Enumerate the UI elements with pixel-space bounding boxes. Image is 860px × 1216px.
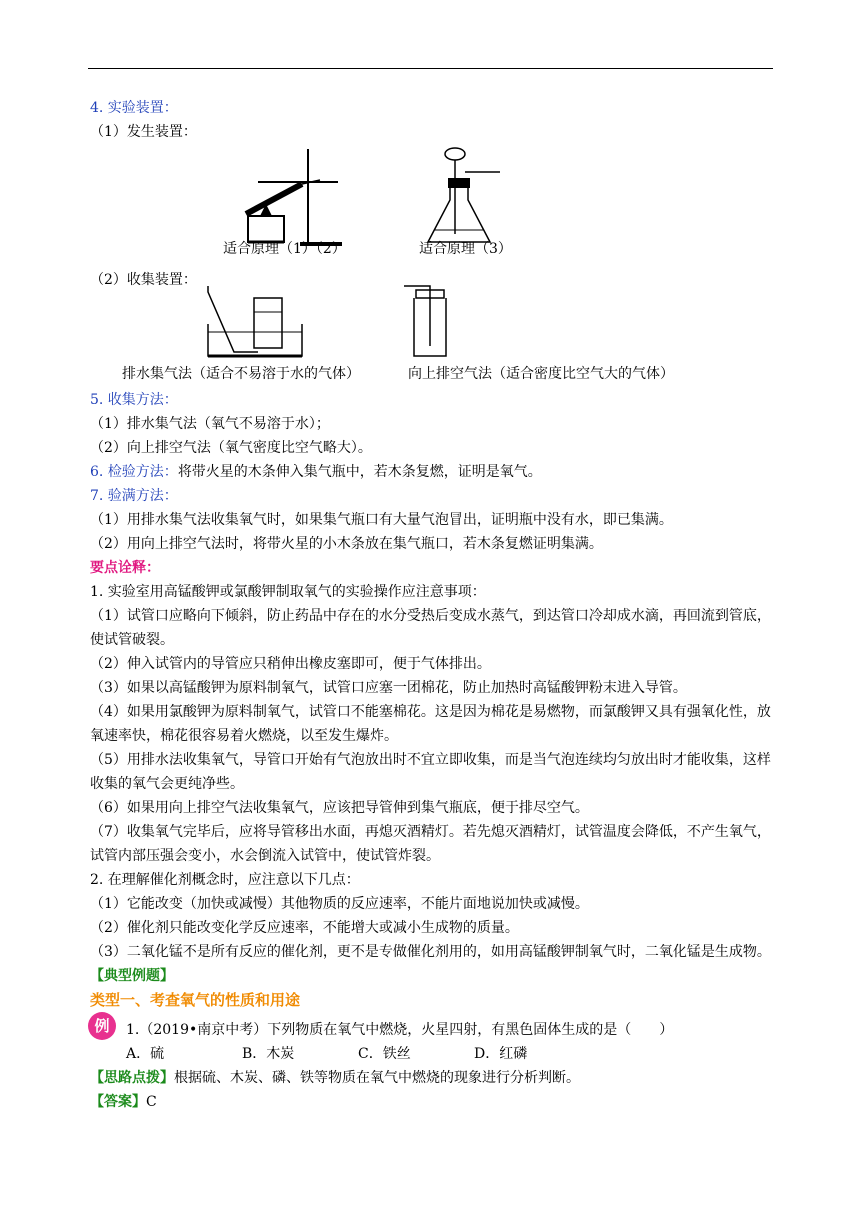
list-item: （2）催化剂只能改变化学反应速率，不能增大或减小生成物的质量。 xyxy=(90,920,519,936)
list-item: （2）用向上排空气法时，将带火星的小木条放在集气瓶口，若木条复燃证明集满。 xyxy=(90,536,603,552)
air-collection-figure xyxy=(402,280,462,362)
list-item: （4）如果用氯酸钾为原料制氧气，试管口不能塞棉花。这是因为棉花是易燃物，而氯酸钾又具有强氧化性，放氧速率快，棉花很容易着火燃烧，以至发生爆炸。 xyxy=(90,704,771,744)
key-point-2-title: 2. 在理解催化剂概念时，应注意以下几点： xyxy=(90,872,360,888)
example-question: 1.（2019•南京中考）下列物质在氧气中燃烧，火星四射，有黑色固体生成的是（ ） xyxy=(126,1022,674,1038)
list-item: （1）它能改变（加快或减慢）其他物质的反应速率，不能片面地说加快或减慢。 xyxy=(90,896,589,912)
section-4-title: 4. 实验装置： xyxy=(90,100,178,116)
list-item: （1）试管口应略向下倾斜，防止药品中存在的水分受热后变成水蒸气，到达管口冷却成水滴，再回流到管底，使试管破裂。 xyxy=(90,608,771,648)
collector-figures xyxy=(90,292,775,384)
collector-label: （2）收集装置： xyxy=(90,272,197,288)
flask-apparatus-figure xyxy=(420,144,520,254)
option-b: B．木炭 xyxy=(242,1046,295,1062)
caption-generator-left: 适合原理（1）（2） xyxy=(223,241,346,257)
caption-water-method: 排水集气法（适合不易溶于水的气体） xyxy=(122,366,360,382)
header-rule xyxy=(88,68,773,69)
key-point-1-title: 1. 实验室用高锰酸钾或氯酸钾制取氧气的实验操作应注意事项： xyxy=(90,584,486,600)
list-item: （1）排水集气法（氧气不易溶于水）； xyxy=(90,416,330,432)
hint-line xyxy=(90,1066,775,1090)
typical-examples-heading: 【典型例题】 xyxy=(90,968,174,984)
answer-value: C xyxy=(146,1094,157,1110)
caption-air-method: 向上排空气法（适合密度比空气大的气体） xyxy=(408,366,674,382)
example-badge: 例 xyxy=(88,1012,116,1040)
generator-label: （1）发生装置： xyxy=(90,124,197,140)
key-points-title: 要点诠释： xyxy=(90,560,160,576)
caption-generator-right: 适合原理（3） xyxy=(419,241,512,257)
hint-text: 根据硫、木炭、磷、铁等物质在氧气中燃烧的现象进行分析判断。 xyxy=(174,1070,580,1086)
section-6-title: 6. 检验方法： xyxy=(90,464,178,480)
list-item: （1）用排水集气法收集氧气时，如果集气瓶口有大量气泡冒出，证明瓶中没有水，即已集满。 xyxy=(90,512,673,528)
heating-apparatus-figure xyxy=(238,144,358,254)
section-6-text: 将带火星的木条伸入集气瓶中，若木条复燃，证明是氧气。 xyxy=(177,464,542,480)
list-item: （3）二氧化锰不是所有反应的催化剂，更不是专做催化剂用的，如用高锰酸钾制氧气时，二氧化锰是生成物。 xyxy=(90,944,771,960)
generator-figures xyxy=(90,144,775,262)
type-one-heading: 类型一、考查氧气的性质和用途 xyxy=(90,991,301,1009)
list-item: （7）收集氧气完毕后，应将导管移出水面，再熄灭酒精灯。若先熄灭酒精灯，试管温度会降低，不产生氧气，试管内部压强会变小，水会倒流入试管中，使试管炸裂。 xyxy=(90,824,771,864)
example-options xyxy=(126,1042,775,1066)
list-item: （3）如果以高锰酸钾为原料制氧气，试管口应塞一团棉花，防止加热时高锰酸钾粉末进入导管。 xyxy=(90,680,687,696)
water-collection-figure xyxy=(206,280,306,362)
hint-label: 【思路点拨】 xyxy=(90,1070,174,1086)
option-a: A．硫 xyxy=(126,1046,165,1062)
list-item: （6）如果用向上排空气法收集氧气，应该把导管伸到集气瓶底，便于排尽空气。 xyxy=(90,800,589,816)
option-c: C．铁丝 xyxy=(358,1046,411,1062)
list-item: （2）伸入试管内的导管应只稍伸出橡皮塞即可，便于气体排出。 xyxy=(90,656,491,672)
answer-line xyxy=(90,1090,775,1114)
section-6 xyxy=(90,460,775,484)
answer-label: 【答案】 xyxy=(90,1094,146,1110)
section-5-title: 5. 收集方法： xyxy=(90,392,178,408)
section-7-title: 7. 验满方法： xyxy=(90,488,178,504)
example-question-block xyxy=(90,1018,775,1066)
option-d: D．红磷 xyxy=(474,1046,528,1062)
list-item: （5）用排水法收集氧气，导管口开始有气泡放出时不宜立即收集，而是当气泡连续均匀放出时才能收集，这样收集的氧气会更纯净些。 xyxy=(90,752,771,792)
list-item: （2）向上排空气法（氧气密度比空气略大）。 xyxy=(90,440,372,456)
document-page xyxy=(90,96,775,1114)
